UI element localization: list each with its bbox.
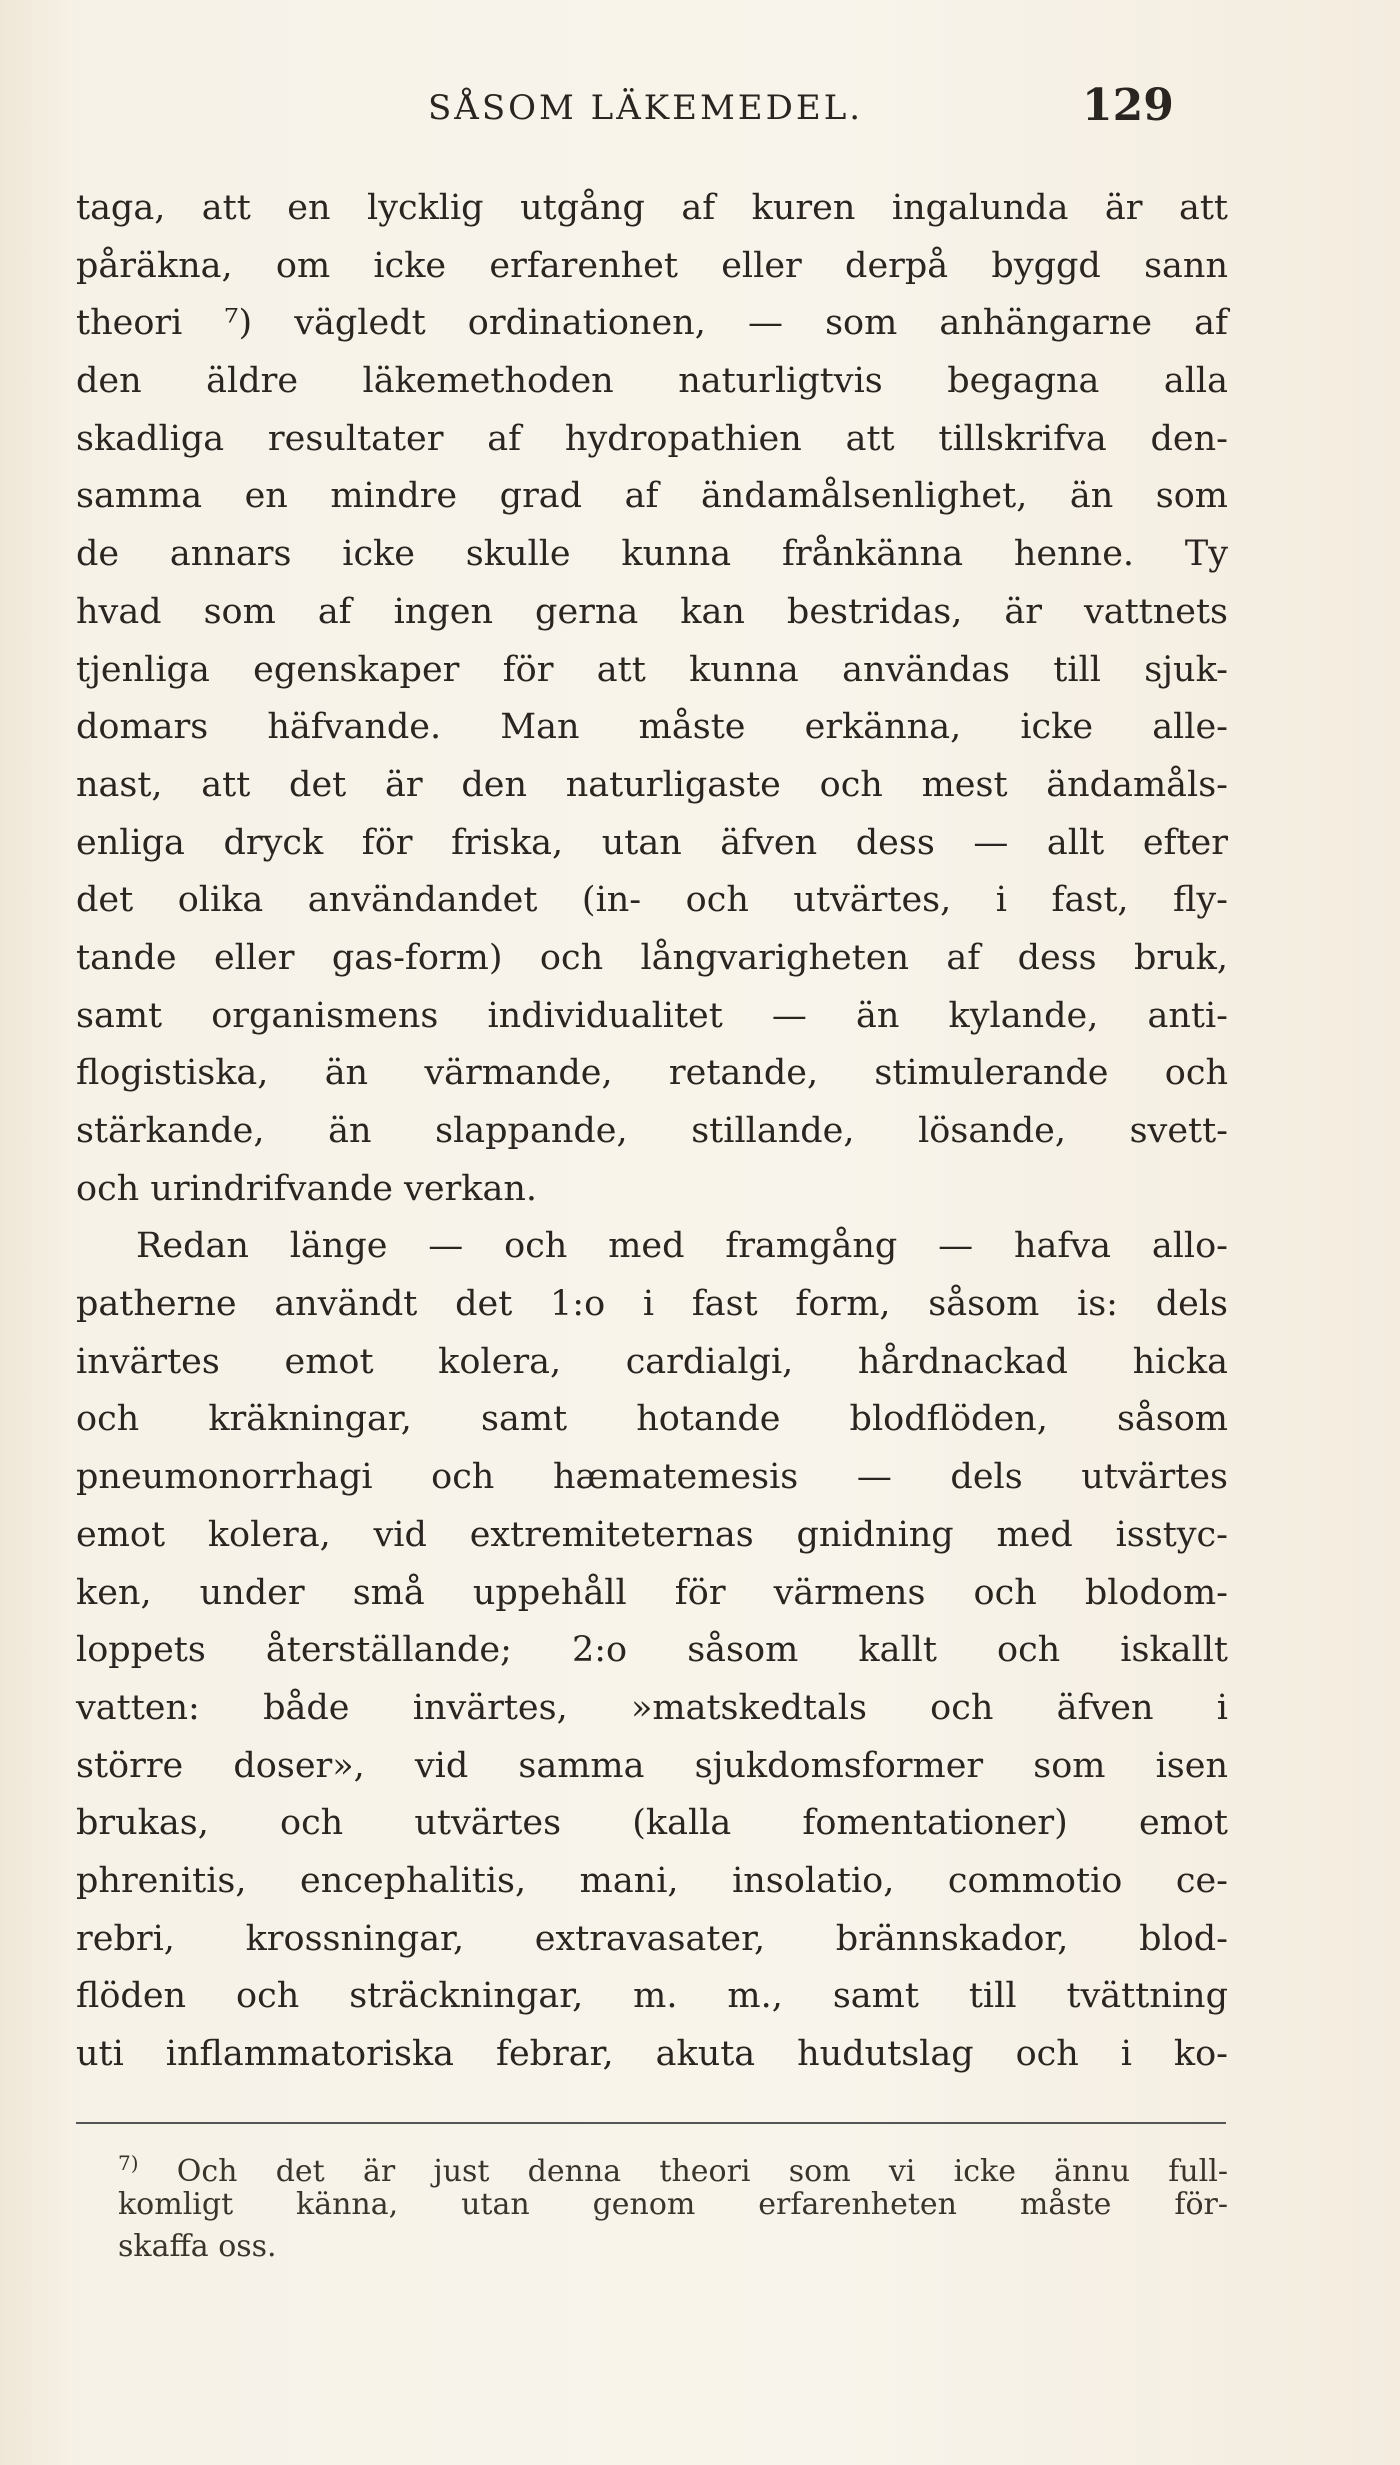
page-number: 129 bbox=[1082, 80, 1174, 131]
footnote-divider bbox=[76, 2122, 1226, 2124]
text-line: samt organismens individualitet — än kylande, anti- bbox=[76, 995, 1228, 1036]
text-line: patherne användt det 1:o i fast form, såsom is: dels bbox=[76, 1284, 1228, 1325]
text-line: rebri, krossningar, extravasater, brännskador, blod- bbox=[76, 1918, 1228, 1959]
text-line: och kräkningar, samt hotande blodflöden, såsom bbox=[76, 1399, 1228, 1440]
footnote-line: skaffa oss. bbox=[118, 2229, 277, 2264]
text-line: enliga dryck för friska, utan äfven dess — allt efter bbox=[76, 822, 1228, 863]
text-line: theori ⁷) vägledt ordinationen, — som anhängarne af bbox=[76, 303, 1228, 344]
text-line: och urindrifvande verkan. bbox=[76, 1168, 538, 1209]
text-line: den äldre läkemethoden naturligtvis begagna alla bbox=[76, 361, 1228, 402]
text-line: påräkna, om icke erfarenhet eller derpå byggd sann bbox=[76, 245, 1228, 286]
text-line: pneumonorrhagi och hæmatemesis — dels utvärtes bbox=[76, 1457, 1228, 1498]
footnote-line: komligt känna, utan genom erfarenheten måste för- bbox=[118, 2187, 1228, 2222]
footnote-line bbox=[118, 2142, 1228, 2189]
text-line: taga, att en lycklig utgång af kuren ingalunda är att bbox=[76, 188, 1228, 228]
body-text bbox=[76, 180, 1228, 2084]
text-line: emot kolera, vid extremiteternas gnidning med isstyc- bbox=[76, 1514, 1228, 1555]
text-line: ken, under små uppehåll för värmens och blodom- bbox=[76, 1572, 1228, 1613]
footnote-text: Och det är just denna theori som vi icke ännu full- bbox=[176, 2154, 1228, 2189]
footnote bbox=[118, 2142, 1228, 2268]
text-line: samma en mindre grad af ändamålsenlighet, än som bbox=[76, 476, 1228, 517]
text-line: Redan länge — och med framgång — hafva allo- bbox=[136, 1226, 1228, 1267]
text-line: hvad som af ingen gerna kan bestridas, är vattnets bbox=[76, 591, 1228, 632]
text-line: de annars icke skulle kunna frånkänna henne. Ty bbox=[76, 534, 1228, 575]
text-line: uti inflammatoriska febrar, akuta hudutslag och i ko- bbox=[76, 2034, 1228, 2074]
text-line: phrenitis, encephalitis, mani, insolatio, commotio ce- bbox=[76, 1860, 1228, 1901]
text-line: större doser», vid samma sjukdomsformer som isen bbox=[76, 1745, 1228, 1786]
text-line: tjenliga egenskaper för att kunna användas till sjuk- bbox=[76, 649, 1228, 690]
text-line: brukas, och utvärtes (kalla fomentationer) emot bbox=[76, 1803, 1228, 1844]
text-line: skadliga resultater af hydropathien att tillskrifva den- bbox=[76, 418, 1228, 459]
text-line: stärkande, än slappande, stillande, lösande, svett- bbox=[76, 1111, 1228, 1151]
text-line: domars häfvande. Man måste erkänna, icke alle- bbox=[76, 707, 1228, 748]
text-line: vatten: både invärtes, »matskedtals och äfven i bbox=[76, 1687, 1228, 1728]
text-line: tande eller gas-form) och långvarigheten af dess bruk, bbox=[76, 937, 1228, 978]
text-line: flöden och sträckningar, m. m., samt till tvättning bbox=[76, 1976, 1228, 2017]
page-header bbox=[0, 80, 1400, 150]
text-line: flogistiska, än värmande, retande, stimulerande och bbox=[76, 1053, 1228, 1094]
text-line: det olika användandet (in- och utvärtes, i fast, fly- bbox=[76, 880, 1228, 921]
text-line: loppets återställande; 2:o såsom kallt och iskallt bbox=[76, 1630, 1228, 1671]
text-line: invärtes emot kolera, cardialgi, hårdnackad hicka bbox=[76, 1341, 1228, 1382]
footnote-marker: 7) bbox=[118, 2151, 139, 2175]
text-line: nast, att det är den naturligaste och mest ändamåls- bbox=[76, 764, 1228, 805]
running-title: SÅSOM LÄKEMEDEL. bbox=[428, 88, 864, 128]
